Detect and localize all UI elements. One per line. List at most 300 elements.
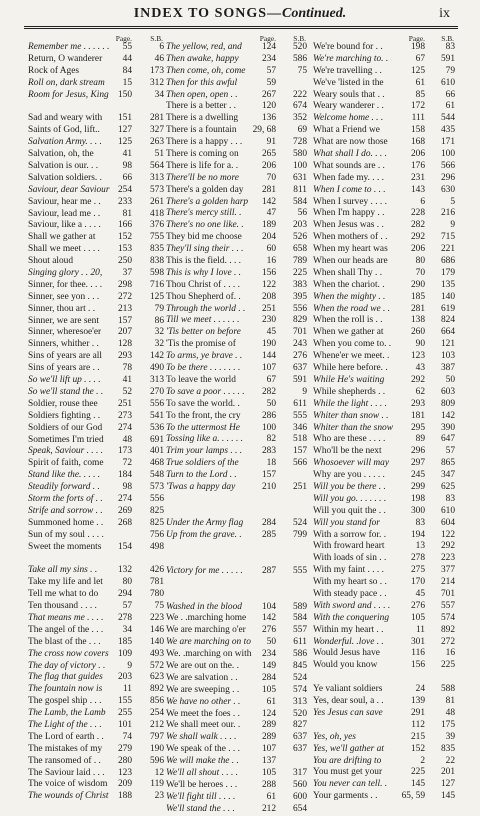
song-title: Then come, oh, come <box>166 65 246 76</box>
index-entry <box>313 625 459 637</box>
sb-ref: 127 <box>440 779 455 790</box>
sb-ref: 572 <box>149 660 164 671</box>
sb-ref: 222 <box>292 89 307 100</box>
sb-ref: 223 <box>149 612 164 623</box>
page-ref: 127 <box>117 125 132 136</box>
sb-ref: 376 <box>149 220 164 231</box>
sb-ref: 313 <box>149 172 164 183</box>
index-entry <box>313 137 459 149</box>
sb-ref: 524 <box>292 672 307 683</box>
index-entry <box>313 756 459 768</box>
sb-ref: 145 <box>440 791 455 802</box>
page-ref: 41 <box>122 375 132 386</box>
song-title: The blast of the . . . <box>28 636 101 647</box>
page-ref: 206 <box>410 244 425 255</box>
song-title: This is why I love . . <box>166 267 241 278</box>
index-entry <box>28 779 164 791</box>
sb-column-header: S.B. <box>293 34 306 43</box>
sb-ref: 83 <box>445 493 455 504</box>
sb-ref: 611 <box>293 637 307 648</box>
index-entry <box>166 434 311 446</box>
sb-ref: 9 <box>302 386 307 397</box>
song-title: When you come to. . <box>313 339 392 350</box>
song-title: Victory for me . . . . . <box>166 565 243 576</box>
sb-ref: 75 <box>297 65 307 76</box>
song-title: Whiter than the snow <box>313 422 393 433</box>
index-column-2 <box>166 30 311 816</box>
sb-ref: 276 <box>292 351 307 362</box>
song-title: The cross now covers <box>28 648 109 659</box>
index-entry <box>166 232 311 244</box>
page-ref: 190 <box>261 339 276 350</box>
sb-ref: 589 <box>292 601 307 612</box>
page-ref: 286 <box>261 410 276 421</box>
sb-ref: 69 <box>297 125 307 136</box>
sb-ref: 296 <box>440 172 455 183</box>
section-gap <box>28 553 164 565</box>
song-title: Would Jesus have <box>313 648 380 659</box>
song-title: Up from the grave. . <box>166 529 242 540</box>
index-entry <box>166 78 311 90</box>
song-title: Shall we gather at <box>28 232 96 243</box>
index-entry <box>313 708 459 720</box>
page-ref: 176 <box>410 160 425 171</box>
index-entry <box>313 315 459 327</box>
song-title: So we'll stand the . . <box>28 386 104 397</box>
sb-ref: 637 <box>292 363 307 374</box>
page-number: ix <box>439 6 450 21</box>
index-entry <box>166 327 311 339</box>
song-title: The wounds of Christ <box>28 791 109 802</box>
song-title: Sinner, we are sent <box>28 315 99 326</box>
song-title: We meet the foes . . <box>166 708 240 719</box>
page-ref: 173 <box>117 446 132 457</box>
sb-ref: 555 <box>292 410 307 421</box>
page-ref: 132 <box>117 565 132 576</box>
song-title: 'Tis better on before <box>166 327 241 338</box>
page-ref: 288 <box>261 779 276 790</box>
sb-ref: 892 <box>440 624 455 635</box>
index-entry <box>313 173 459 185</box>
song-title: Spirit of faith, come <box>28 458 104 469</box>
sb-ref: 580 <box>292 149 307 160</box>
page-ref: 293 <box>410 398 425 409</box>
song-title: To the front, the cry <box>166 410 241 421</box>
sb-ref: 611 <box>293 398 307 409</box>
sb-ref: 630 <box>440 184 455 195</box>
page-ref: 66 <box>122 172 132 183</box>
index-entry <box>313 577 459 589</box>
index-entry <box>28 732 164 744</box>
sb-ref: 799 <box>292 529 307 540</box>
song-title: The Lamb, the Lamb <box>28 708 106 719</box>
sb-ref: 520 <box>292 708 307 719</box>
page-ref: 279 <box>117 743 132 754</box>
index-entry <box>28 565 164 577</box>
page-ref: 67 <box>415 53 425 64</box>
song-title: What a Friend we <box>313 125 380 136</box>
page-ref: 292 <box>410 374 425 385</box>
index-entry <box>166 804 311 816</box>
section-gap <box>166 554 311 566</box>
sb-ref: 327 <box>149 125 164 136</box>
page-ref: 43 <box>415 363 425 374</box>
page-ref: 70 <box>415 267 425 278</box>
index-entry <box>313 423 459 435</box>
page-column-header: Page. <box>115 34 132 43</box>
page-ref: 274 <box>117 422 132 433</box>
song-title: The angel of the . . . <box>28 624 104 635</box>
song-title: Will you stand for <box>313 517 380 528</box>
index-title <box>0 6 480 22</box>
page-ref: 185 <box>117 636 132 647</box>
song-title: What sounds are . . <box>313 160 385 171</box>
page-ref: 156 <box>410 660 425 671</box>
sb-ref: 173 <box>149 65 164 76</box>
index-entry <box>28 446 164 458</box>
page-ref: 234 <box>261 649 276 660</box>
sb-ref: 383 <box>292 279 307 290</box>
sb-ref: 493 <box>149 648 164 659</box>
sb-ref: 674 <box>292 101 307 112</box>
sb-ref: 555 <box>292 565 307 576</box>
sb-ref: 835 <box>149 244 164 255</box>
page-ref: 215 <box>410 731 425 742</box>
index-entry <box>313 113 459 125</box>
index-title-text: INDEX TO SONGS— <box>133 6 283 21</box>
page-ref: 55 <box>122 42 132 52</box>
sb-ref: 574 <box>292 684 307 695</box>
index-entry <box>28 339 164 351</box>
index-entry <box>28 316 164 328</box>
song-title: So we'll lift up . . . . <box>28 375 101 386</box>
sb-ref: 270 <box>149 386 164 397</box>
index-entry <box>28 280 164 292</box>
page-ref: 125 <box>117 137 132 148</box>
song-title: Saviour, lead me . . <box>28 208 101 219</box>
song-title: The Light of the . . . <box>28 719 102 730</box>
page-ref: 152 <box>117 232 132 243</box>
sb-ref: 46 <box>154 53 164 64</box>
sb-ref: 623 <box>149 672 164 683</box>
column-3-entries <box>313 42 459 803</box>
song-title: Will you quit the . . <box>313 505 386 516</box>
sb-ref: 9 <box>450 220 455 231</box>
page-ref: 105 <box>410 612 425 623</box>
page-ref: 255 <box>117 708 132 719</box>
page-column-header: Page. <box>408 34 425 43</box>
sb-ref: 556 <box>149 493 164 504</box>
page-ref: 37 <box>122 268 132 279</box>
song-title: Then awake, happy <box>166 53 239 64</box>
page-ref: 295 <box>410 422 425 433</box>
index-entry <box>313 494 459 506</box>
sb-ref: 34 <box>154 89 164 100</box>
index-entry <box>166 268 311 280</box>
page-ref: 275 <box>410 565 425 576</box>
index-entry <box>313 720 459 732</box>
page-ref: 272 <box>117 291 132 302</box>
sb-ref: 23 <box>154 791 164 802</box>
sb-ref: 604 <box>440 517 455 528</box>
index-entry <box>313 66 459 78</box>
index-entry <box>313 553 459 565</box>
sb-ref: 829 <box>292 315 307 326</box>
sb-ref: 312 <box>149 77 164 88</box>
song-title: Take my life and let <box>28 577 103 588</box>
song-title: The mistakes of my <box>28 743 103 754</box>
song-title: We've 'listed in the <box>313 77 384 88</box>
column-headers <box>313 30 459 42</box>
page-ref: 116 <box>411 648 425 659</box>
page-ref: 59 <box>266 77 276 88</box>
page-ref: 225 <box>410 767 425 778</box>
song-title: We will make the . . <box>166 756 239 767</box>
index-entry <box>28 232 164 244</box>
page-ref: 144 <box>261 351 276 362</box>
index-entry <box>313 791 459 803</box>
sb-ref: 57 <box>445 446 455 457</box>
index-entry <box>166 375 311 387</box>
song-title: Soldiers fighting . . <box>28 410 101 421</box>
index-entry <box>166 137 311 149</box>
page-ref: 170 <box>410 577 425 588</box>
page-ref: 61 <box>266 696 276 707</box>
index-entry <box>28 708 164 720</box>
sb-ref: 556 <box>292 303 307 314</box>
sb-ref: 619 <box>440 303 455 314</box>
page-ref: 50 <box>266 637 276 648</box>
index-entry <box>166 530 311 542</box>
sb-ref: 146 <box>149 624 164 635</box>
page-ref: 139 <box>410 696 425 707</box>
index-entry <box>313 232 459 244</box>
sb-ref: 574 <box>440 612 455 623</box>
index-entry <box>313 732 459 744</box>
index-entry <box>28 589 164 601</box>
page-ref: 9 <box>127 660 132 671</box>
index-entry <box>28 661 164 673</box>
song-title: There is a better . . <box>166 101 237 112</box>
song-title: The voice of wisdom <box>28 779 108 790</box>
index-entry <box>166 161 311 173</box>
index-entry <box>313 470 459 482</box>
page-ref: 267 <box>261 89 276 100</box>
page-ref: 156 <box>261 267 276 278</box>
page-ref: 209 <box>117 779 132 790</box>
index-entry <box>166 446 311 458</box>
page-ref: 154 <box>117 541 132 552</box>
song-title: The gospel ship . . . <box>28 696 102 707</box>
page-ref: 265 <box>261 149 276 160</box>
page-ref: 280 <box>117 755 132 766</box>
sb-ref: 468 <box>149 458 164 469</box>
song-title: When the roll is . . <box>313 315 383 326</box>
sb-ref: 835 <box>440 743 455 754</box>
sb-ref: 32 <box>154 339 164 350</box>
page-ref: 293 <box>117 351 132 362</box>
song-title: The ransomed of . . <box>28 755 101 766</box>
page-ref: 80 <box>122 577 132 588</box>
sb-ref: 395 <box>292 291 307 302</box>
sb-ref: 584 <box>292 613 307 624</box>
sb-ref: 142 <box>440 410 455 421</box>
page-ref: 24 <box>415 684 425 695</box>
page-ref: 44 <box>122 53 132 64</box>
page-ref: 291 <box>410 707 425 718</box>
page-ref: 34 <box>122 624 132 635</box>
sb-ref: 16 <box>445 648 455 659</box>
sb-ref: 541 <box>149 410 164 421</box>
index-entry <box>28 542 164 554</box>
song-title: Saints of God, lift.. <box>28 125 100 136</box>
song-title: Yes, we'll gather at <box>313 743 384 754</box>
sb-ref: 573 <box>149 482 164 493</box>
song-title: When fade my. . . . <box>313 172 384 183</box>
page-ref: 136 <box>261 113 276 124</box>
song-title: When I survey . . . . <box>313 196 387 207</box>
sb-ref: 50 <box>445 374 455 385</box>
index-entry <box>28 66 164 78</box>
page-ref: 278 <box>410 553 425 564</box>
song-title: That means me . . . . <box>28 612 104 623</box>
index-entry <box>28 649 164 661</box>
sb-ref: 225 <box>292 267 307 278</box>
index-entry <box>313 696 459 708</box>
song-title: The day of victory . . <box>28 660 106 671</box>
page-ref: 45 <box>266 327 276 338</box>
page-ref: 230 <box>261 315 276 326</box>
song-title: Shall we meet . . . . <box>28 244 100 255</box>
sb-ref: 755 <box>149 232 164 243</box>
song-title: You never can tell. . <box>313 779 388 790</box>
page-ref: 234 <box>261 53 276 64</box>
sb-ref: 584 <box>292 196 307 207</box>
sb-ref: 83 <box>445 42 455 52</box>
song-title: We'll fight till . . . . <box>166 791 236 802</box>
sb-ref: 203 <box>292 220 307 231</box>
index-entry <box>28 90 164 102</box>
page-ref: 61 <box>266 791 276 802</box>
sb-ref: 536 <box>149 422 164 433</box>
page-ref: 50 <box>266 398 276 409</box>
page-ref: 100 <box>261 422 276 433</box>
page-ref: 198 <box>410 493 425 504</box>
index-entry <box>166 197 311 209</box>
page-ref: 158 <box>410 125 425 136</box>
sb-ref: 212 <box>149 719 164 730</box>
page-ref: 290 <box>410 279 425 290</box>
index-entry <box>313 411 459 423</box>
song-title: Then open, open . . <box>166 89 238 100</box>
song-title: Shout aloud <box>28 256 74 267</box>
song-title: They'll sing their . . . <box>166 244 244 255</box>
song-title: Thou Shepherd of. . <box>166 291 241 302</box>
sb-ref: 214 <box>440 577 455 588</box>
page-ref: 72 <box>122 458 132 469</box>
song-title: With the conquering <box>313 612 390 623</box>
sb-ref: 418 <box>149 208 164 219</box>
index-entry <box>28 613 164 625</box>
song-title: Yes, oh, yes <box>313 731 356 742</box>
sb-ref: 86 <box>154 315 164 326</box>
page-ref: 282 <box>410 220 425 231</box>
page-ref: 2 <box>420 755 425 766</box>
index-entry <box>313 375 459 387</box>
index-entry <box>166 744 311 756</box>
page-ref: 78 <box>122 363 132 374</box>
song-title: Who'll be the next <box>313 446 382 457</box>
page-ref: 284 <box>261 517 276 528</box>
page-ref: 292 <box>410 232 425 243</box>
index-entry <box>313 351 459 363</box>
page-ref: 294 <box>117 589 132 600</box>
song-title: When the mighty . . <box>313 291 386 302</box>
song-title: Ye valiant soldiers <box>313 684 383 695</box>
song-title: There is life for a. . <box>166 160 239 171</box>
song-title: Sinner, see yon . . . <box>28 291 100 302</box>
song-title: What are now those <box>313 137 388 148</box>
song-title: We. .marching on with <box>166 649 252 660</box>
song-title: While here before. . <box>313 363 388 374</box>
song-title: We . .marching home <box>166 613 247 624</box>
page-ref: 105 <box>261 684 276 695</box>
page-ref: 287 <box>261 565 276 576</box>
song-title: Will you go. . . . . . . <box>313 493 387 504</box>
sb-ref: 756 <box>149 529 164 540</box>
sb-ref: 845 <box>292 660 307 671</box>
sb-ref: 79 <box>154 303 164 314</box>
song-title: Turn to the Lord . . <box>166 470 237 481</box>
index-entry <box>28 482 164 494</box>
sb-ref: 313 <box>149 375 164 386</box>
page-ref: 207 <box>117 327 132 338</box>
index-entry <box>313 161 459 173</box>
index-entry <box>166 637 311 649</box>
song-title: Sinner, wheresoe'er <box>28 327 102 338</box>
index-entry <box>166 518 311 530</box>
page-ref: 206 <box>410 149 425 160</box>
index-entry <box>313 256 459 268</box>
page-ref: 65, 59 <box>401 791 425 802</box>
index-entry <box>313 101 459 113</box>
song-title: Tossing like a. . . . . . <box>166 434 244 445</box>
page-ref: 268 <box>117 517 132 528</box>
song-title: There is a fountain <box>166 125 237 136</box>
sb-ref: 654 <box>292 803 307 814</box>
song-title: Whene'er we meet. . <box>313 351 390 362</box>
index-entry <box>28 125 164 137</box>
song-title: There's a golden day <box>166 184 244 195</box>
page-ref: 80 <box>415 256 425 267</box>
index-entry <box>28 494 164 506</box>
page-ref: 203 <box>117 672 132 683</box>
sb-ref: 281 <box>149 113 164 124</box>
page-column-header: Page. <box>259 34 276 43</box>
index-entry <box>313 637 459 649</box>
song-title: We'll stand the . . . <box>166 803 235 814</box>
page-ref: 105 <box>261 767 276 778</box>
song-title: Whosoever will may <box>313 458 390 469</box>
sb-ref: 352 <box>292 113 307 124</box>
index-entry <box>166 602 311 614</box>
index-entry <box>28 435 164 447</box>
sb-ref: 566 <box>440 160 455 171</box>
index-entry <box>166 125 311 137</box>
page-ref: 231 <box>410 172 425 183</box>
song-title: We have no other . . <box>166 696 241 707</box>
page-ref: 84 <box>122 65 132 76</box>
